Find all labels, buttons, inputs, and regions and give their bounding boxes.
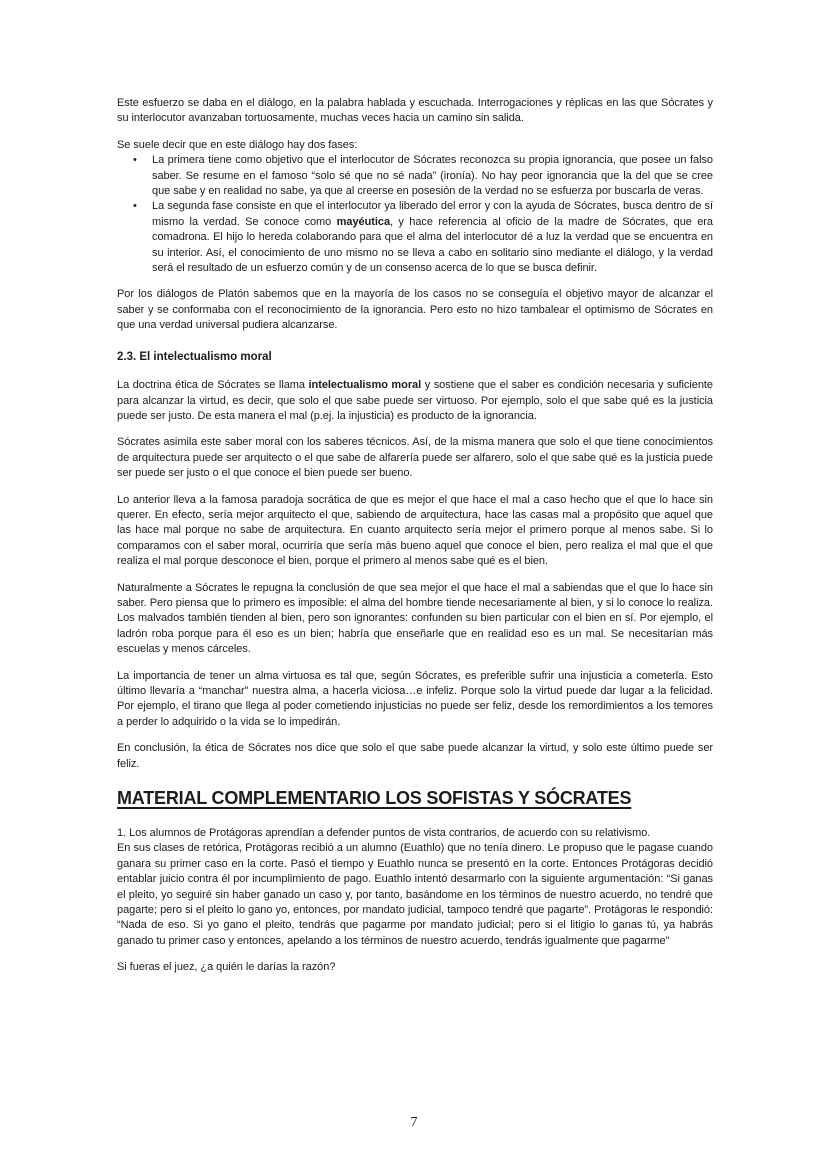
paragraph-saberes-tecnicos: Sócrates asimila este saber moral con los saberes técnicos. Así, de la misma manera que solo el que tiene conocimientos de arquitectura puede ser arquitecto o el que sabe de alfarería puede ser alfarero, solo el que sabe qué es la justicia puede ser puede ser justo o el que conoce el bien puede ser bueno. bbox=[117, 436, 713, 480]
bullet-text: La primera tiene como objetivo que el interlocutor de Sócrates reconozca su propia ignorancia, que posee un falso saber. Se resume en el famoso “solo sé que no sé nada” (ironía). No hay peor ignorancia que la del que se cree que sabe y en realidad no sabe, ya que al creerse en posesión de la verdad no se esfuerza por buscarla de veras. bbox=[152, 154, 713, 198]
text-run: La doctrina ética de Sócrates se llama bbox=[117, 379, 309, 392]
list-item-fase-1 bbox=[117, 153, 713, 199]
text-line-relativismo: 1. Los alumnos de Protágoras aprendían a defender puntos de vista contrarios, de acuerdo con su relativismo. bbox=[117, 827, 651, 840]
paragraph-repugna: Naturalmente a Sócrates le repugna la conclusión de que sea mejor el que hace el mal a sabiendas que el que lo hace sin saber. Pero piensa que lo primero es imposible: el alma del hombre tiende necesariamente al bien, y si lo conoce lo realiza. Los malvados también tienden al bien, pero son ignorantes: confunden su bien particular con el bien en sí. Por ejemplo, el ladrón roba porque para él eso es un bien; habría que enseñarle que en realidad eso es un mal. Se necesitarían más escuelas y menos cárceles. bbox=[117, 581, 713, 656]
text-run: , y hace referencia al oficio de la madre de Sócrates, que era comadrona. El hijo lo hereda colaborando para que el alma del interlocutor dé a luz la verdad que se encuentra en su interior. Así, el conocimiento de uno mismo no se lleva a cabo en solitario sino mediante el diálogo, y la verdad será el resultado de un esfuerzo común y de un consenso acerca de lo que se busca definir. bbox=[152, 215, 713, 275]
paragraph-alma-virtuosa: La importancia de tener un alma virtuosa es tal que, según Sócrates, es preferible sufrir una injusticia a cometerla. Esto último llevaría a “manchar” nuestra alma, a hacerla viciosa…e infeliz. Porque solo la virtud puede dar lugar a la felicidad. Por ejemplo, el tirano que llega al poder cometiendo injusticias no puede ser feliz, desde los remordimientos a los temores a perder lo adquirido o la vida se lo impedirán. bbox=[117, 669, 713, 728]
bullet-icon: • bbox=[133, 154, 137, 167]
paragraph-pregunta-juez: Si fueras el juez, ¿a quién le darías la razón? bbox=[117, 961, 336, 974]
text-run: y sostiene que el saber es condición necesaria y suficiente para alcanzar la virtud, es decir, que solo el que sabe puede ser virtuoso. Por ejemplo, solo el que sabe qué es la justicia puede ser justo. De esta manera el mal (p.ej. la injusticia) es producto de la ignorancia. bbox=[117, 379, 713, 422]
paragraph-paradoja: Lo anterior lleva a la famosa paradoja socrática de que es mejor el que hace el mal a caso hecho que el que lo hace sin querer. En efecto, sería mejor arquitecto el que, sabiendo de arquitectura, hace las casas mal a propósito que aquel que las hace mal porque no sabe de arquitectura. En cuanto arquitecto sería mejor el primero porque al menos sabe. Si lo comparamos con el saber moral, ocurriría que sería más bueno aquel que conoce el bien, pero realiza el mal que el que realiza el mal porque desconoce el bien, porque el primero al menos sabe qué es el bien. bbox=[117, 493, 713, 568]
paragraph-protagoras bbox=[117, 826, 713, 949]
text-block-euathlo: En sus clases de retórica, Protágoras recibió a un alumno (Euathlo) que no tenía dinero. Le propuso que le pagase cuando ganara su primer caso en la corte. Pasó el tiempo y Euathlo nunca se presentó en la corte. Entonces Protágoras decidió entablar juicio contra él por incumplimiento de pago. Euathlo intentó desarmarlo con la siguiente argumentación: “Si ganas el pleito, yo seguiré sin haber ganado un caso y, por tanto, basándome en los términos de nuestro acuerdo, no tendré que pagarte; pero si el pleito lo gano yo, entonces, por mandato judicial, tampoco tendré que pagarte”. Protágoras le respondió: “Nada de eso. Si yo gano el pleito, tendrás que pagarme por mandato judicial; pero si el litigio lo ganas tú, ya habrás ganado tu primer caso y entonces, apelando a los términos de nuestro acuerdo, tendrás igualmente que pagarme” bbox=[117, 842, 713, 947]
heading-material-complementario: MATERIAL COMPLEMENTARIO LOS SOFISTAS Y SÓCRATES bbox=[117, 788, 632, 809]
page-number: 7 bbox=[410, 1115, 418, 1130]
text-run-bold: intelectualismo moral bbox=[308, 379, 422, 392]
fases-list bbox=[117, 153, 713, 276]
page-content bbox=[117, 96, 713, 987]
paragraph-doctrina bbox=[117, 378, 713, 424]
paragraph-dialogo: Este esfuerzo se daba en el diálogo, en la palabra hablada y escuchada. Interrogaciones y réplicas en las que Sócrates y su interlocutor avanzaban tortuosamente, muchas veces hacia un camino sin salida. bbox=[117, 97, 713, 125]
text-run-bold: mayéutica bbox=[336, 215, 391, 228]
section-heading-intelectualismo-moral: 2.3. El intelectualismo moral bbox=[117, 350, 272, 363]
paragraph-platon: Por los diálogos de Platón sabemos que en la mayoría de los casos no se conseguía el objetivo mayor de alcanzar el saber y se conformaba con el reconocimiento de la ignorancia. Pero esto no hizo tambalear el optimismo de Sócrates en que una verdad universal pudiera alcanzarse. bbox=[117, 288, 713, 332]
paragraph-dos-fases: Se suele decir que en este diálogo hay dos fases: bbox=[117, 138, 358, 151]
text-run: La segunda fase consiste en que el interlocutor ya liberado del error y con la ayuda de Sócrates, busca dentro de sí mismo la verdad. Se conoce como bbox=[152, 200, 713, 228]
bullet-icon: • bbox=[133, 200, 137, 213]
paragraph-conclusion: En conclusión, la ética de Sócrates nos dice que solo el que sabe puede alcanzar la virtud, y solo este último puede ser feliz. bbox=[117, 742, 713, 770]
list-item-fase-2 bbox=[117, 199, 713, 276]
